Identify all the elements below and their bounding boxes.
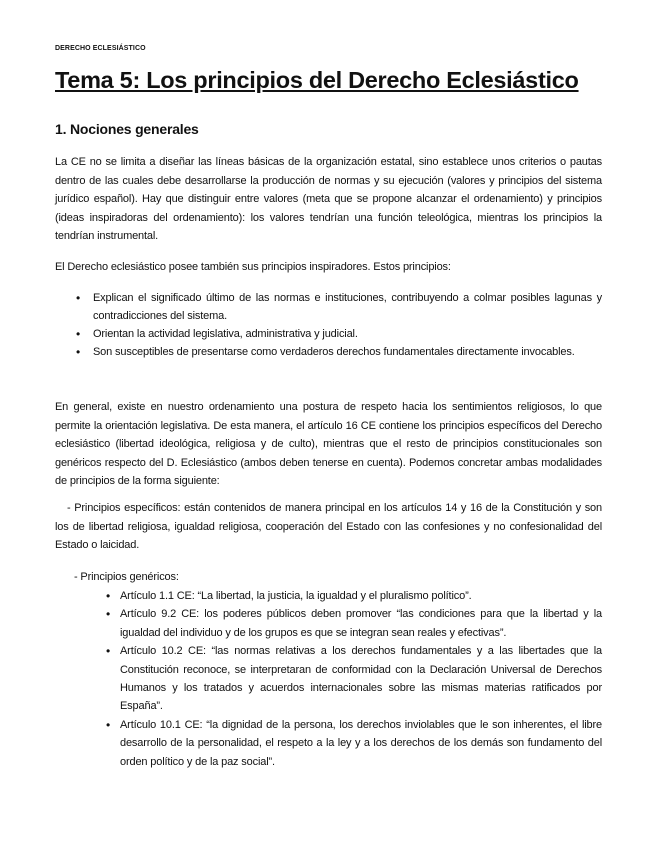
bullet-icon: • — [106, 644, 111, 659]
list-item — [76, 343, 602, 361]
bullet-icon: • — [106, 717, 111, 732]
bullet-icon: • — [106, 589, 111, 603]
list-item — [106, 716, 602, 771]
principles-list — [76, 289, 602, 361]
bullet-icon: • — [76, 345, 81, 359]
list-item-text: Artículo 1.1 CE: “La libertad, la justicia, la igualdad y el pluralismo político”. — [120, 590, 472, 602]
running-header: DERECHO ECLESIÁSTICO — [55, 45, 146, 52]
list-item-text: Artículo 10.2 CE: “las normas relativas a los derechos fundamentales y a las libertades que la Constitución reconoce, se interpretaran de conformidad con la Declaración Universal de Derechos Humanos y los tratados y acuerdos internacionales sobre las mismas materias ratificados por España”. — [120, 645, 602, 713]
list-item — [106, 605, 602, 642]
page-title: Tema 5: Los principios del Derecho Eclesiástico — [55, 67, 579, 93]
list-item — [106, 587, 602, 605]
list-item-text: Artículo 9.2 CE: los poderes públicos deben promover “las condiciones para que la libertad y la igualdad del individuo y de los grupos es que se integran sean reales y efectivas”. — [120, 608, 602, 639]
bullet-icon: • — [76, 327, 81, 341]
paragraph-specific: - Principios específicos: están contenidos de manera principal en los artículos 14 y 16 de la Constitución y son los de libertad religiosa, igualdad religiosa, cooperación del Estado con las confesiones y no confesionalidad del Estado o laicidad. — [55, 502, 602, 552]
list-item-text: Explican el significado último de las normas e instituciones, contribuyendo a colmar posibles lagunas y contradicciones del sistema. — [93, 292, 602, 322]
bullet-icon: • — [76, 291, 81, 305]
list-item — [106, 642, 602, 716]
generic-principles-list — [106, 587, 602, 771]
list-item-text: Son susceptibles de presentarse como verdaderos derechos fundamentales directamente invocables. — [93, 346, 575, 358]
list-item — [76, 325, 602, 343]
list-item-text: Artículo 10.1 CE: “la dignidad de la persona, los derechos inviolables que le son inherentes, el libre desarrollo de la personalidad, el respeto a la ley y a los derechos de los demás son fundamento del orden político y de la paz social”. — [120, 718, 602, 768]
list-item-text: Orientan la actividad legislativa, administrativa y judicial. — [93, 328, 358, 340]
list-item — [76, 289, 602, 325]
bullet-icon: • — [106, 607, 111, 622]
paragraph-general: En general, existe en nuestro ordenamiento una postura de respeto hacia los sentimientos religiosos, lo que permite la orientación legislativa. De esta manera, el artículo 16 CE contiene los principios específicos del Derecho eclesiástico (libertad ideológica, religiosa y de culto), mientras que el resto de principios constitucionales son genéricos respecto del D. Eclesiástico (ambos deben tenerse en cuenta). Podemos concretar ambas modalidades de principios de la forma siguiente: — [55, 401, 602, 488]
generic-label: - Principios genéricos: — [74, 571, 179, 583]
paragraph-principles: El Derecho eclesiástico posee también sus principios inspiradores. Estos principios: — [55, 261, 451, 273]
section-heading: 1. Nociones generales — [55, 121, 199, 137]
paragraph-intro: La CE no se limita a diseñar las líneas básicas de la organización estatal, sino establece unos criterios o pautas dentro de las cuales debe desarrollarse la producción de normas y su ejecución (valores y principios del sistema jurídico español). Hay que distinguir entre valores (meta que se propone alcanzar el ordenamiento) y principios (ideas inspiradoras del ordenamiento): los valores tendrían una función teleológica, mientras los principios la tendrían instrumental. — [55, 156, 602, 243]
